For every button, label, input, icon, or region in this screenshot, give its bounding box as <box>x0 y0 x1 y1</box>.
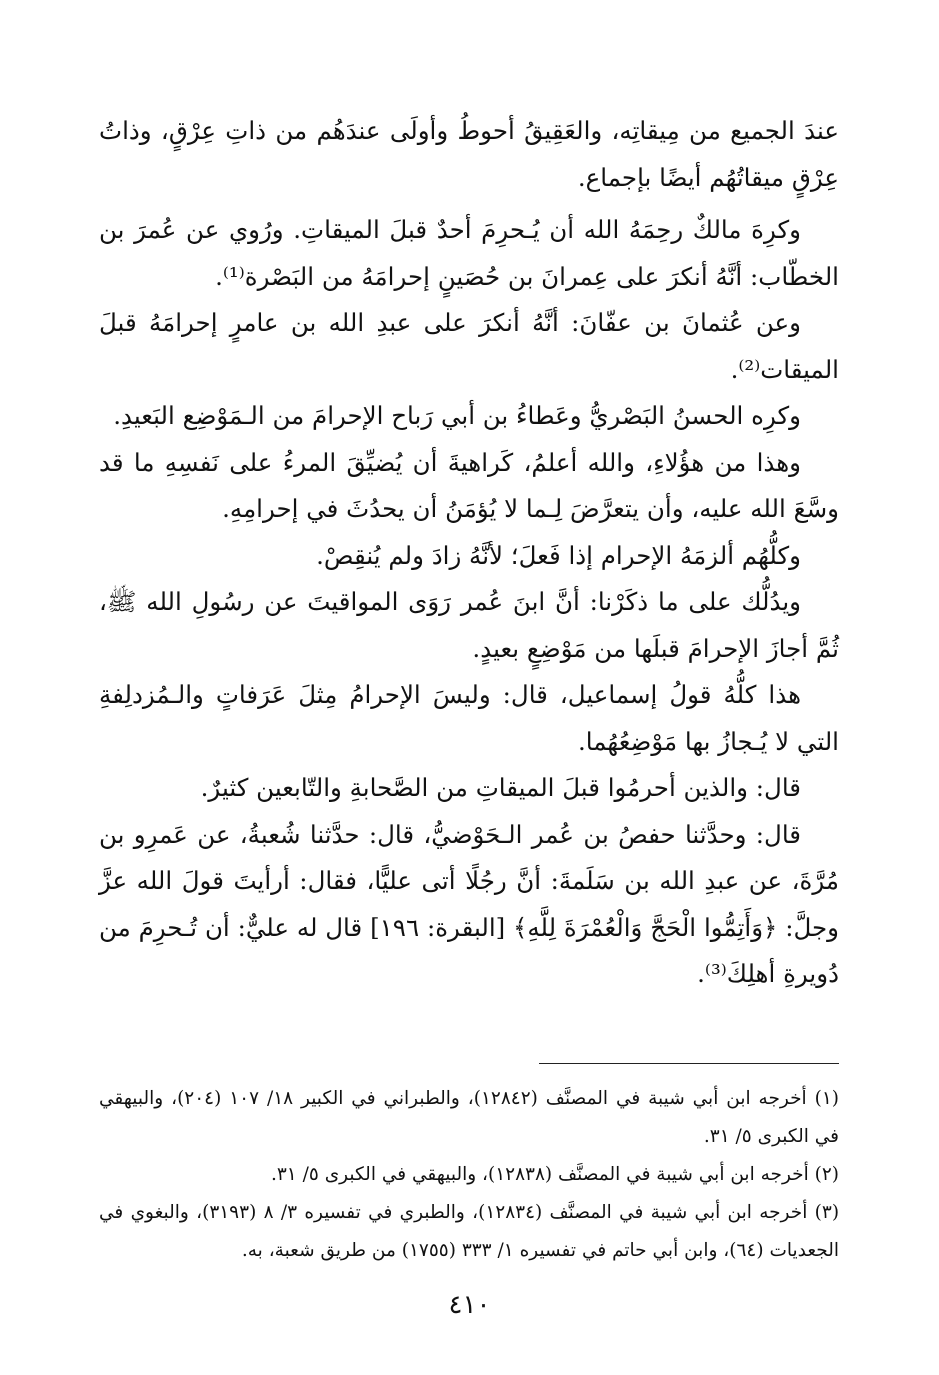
paragraph-4: وكرِه الحسنُ البَصْريُّ وعَطاءُ بن أبي رَباح الإحرامَ من الـمَوْضِع البَعيدِ. <box>113 401 801 430</box>
paragraph-10: قال: وحدَّثنا حفصُ بن عُمر الـحَوْضيُّ، قال: حدَّثنا شُعبةُ، عن عَمرِو بن مُرَّةَ، عن عبدِ الله بن سَلَمةَ: أنَّ رجُلًا أتى عليًّا، فقال: أرأيتَ قولَ الله عزَّ وجلَّ: ﴿وَأَتِمُّوا الْحَجَّ وَالْعُمْرَةَ لِلَّهِ﴾ [البقرة: ١٩٦] قال له عليٌّ: أن تُـحرِمَ من دُويرةِ أهلِكَ⁽³⁾. <box>99 819 840 988</box>
footnote-2: (٢) أخرجه ابن أبي شيبة في المصنَّف (١٢٨٣٨)، والبيهقي في الكبرى ٥/ ٣١. <box>270 1164 839 1185</box>
paragraph-1: عندَ الجميع من مِيقاتِه، والعَقِيقُ أحوطُ وأولَى عندَهُم من ذاتِ عِرْقٍ، وذاتُ عِرْقٍ ميقاتُهُم أيضًا بإجماع. <box>99 116 839 192</box>
paragraph-8: هذا كلُّهُ قولُ إسماعيل، قال: وليسَ الإحرامُ مِثلَ عَرَفاتٍ والـمُزدلِفةِ التي لا يُـجازُ بها مَوْضِعُهُما. <box>99 680 839 756</box>
paragraph-9: قال: والذين أحرمُوا قبلَ الميقاتِ من الصَّحابةِ والتّابعين كثيرٌ. <box>200 773 801 802</box>
main-text <box>99 108 839 998</box>
footnote-1: (١) أخرجه ابن أبي شيبة في المصنَّف (١٢٨٤٢)، والطبراني في الكبير ١٨/ ١٠٧ (٢٠٤)، والبيهقي في الكبرى ٥/ ٣١. <box>99 1088 839 1147</box>
paragraph-5: وهذا من هؤُلاءِ، والله أعلمُ، كَراهيةَ أن يُضيِّقَ المرءُ على نَفسِهِ ما قد وسَّعَ الله عليه، وأن يتعرَّضَ لِـما لا يُؤمَنُ أن يحدُثَ في إحرامِهِ. <box>99 447 839 523</box>
paragraph-2: وكرِهَ مالكٌ رحِمَهُ الله أن يُـحرِمَ أحدٌ قبلَ الميقاتِ. ورُوي عن عُمرَ بن الخطّاب: أنَّهُ أنكرَ على عِمرانَ بن حُصَينٍ إحرامَهُ من البَصْرة⁽¹⁾. <box>99 215 839 291</box>
footnotes <box>99 1080 839 1270</box>
page-number: ٤١٠ <box>448 1290 491 1320</box>
paragraph-3: وعن عُثمانَ بن عفّانَ: أنَّهُ أنكرَ على عبدِ الله بن عامرٍ إحرامَهُ قبلَ الميقات⁽²⁾. <box>99 308 839 384</box>
footnote-divider <box>539 1063 839 1064</box>
footnote-3: (٣) أخرجه ابن أبي شيبة في المصنَّف (١٢٨٣٤)، والطبري في تفسيره ٣/ ٨ (٣١٩٣)، والبغوي في الجعديات (٦٤)، وابن أبي حاتم في تفسيره ١/ ٣٣٣ (١٧٥٥) من طريق شعبة، به. <box>99 1202 840 1261</box>
paragraph-7: ويدُلُّك على ما ذكَرْنا: أنَّ ابنَ عُمر رَوَى المواقيتَ عن رسُولِ الله ﷺ، ثُمَّ أجازَ الإحرامَ قبلَها من مَوْضِعٍ بعيدٍ. <box>99 587 839 663</box>
paragraph-6: وكلُّهُم ألزمَهُ الإحرام إذا فَعلَ؛ لأنَّهُ زادَ ولم يُنقِصْ. <box>316 540 801 570</box>
